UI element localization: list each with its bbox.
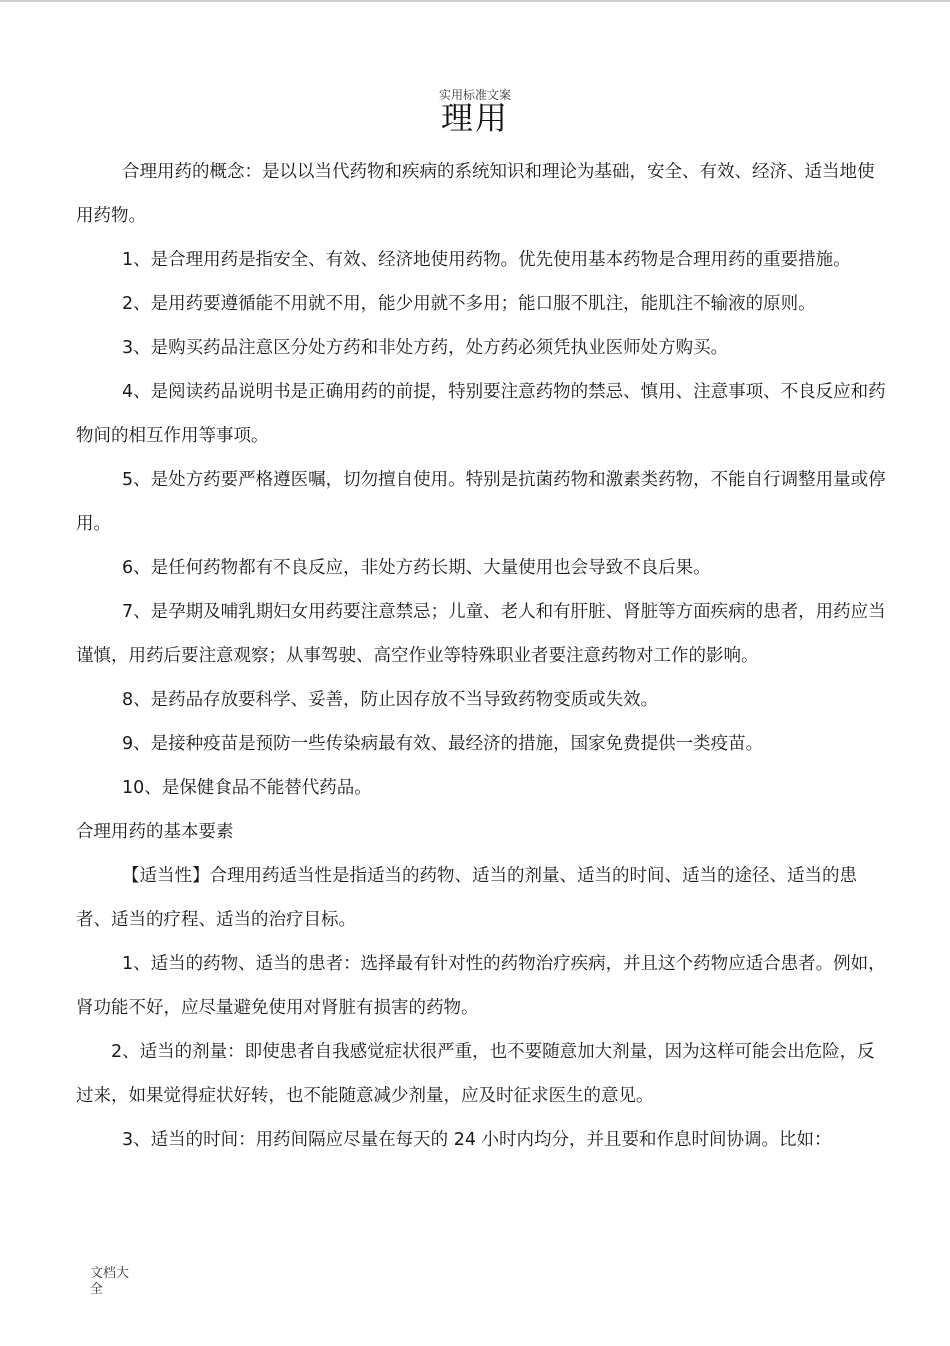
paragraph-point-5: 5、是处方药要严格遵医嘱，切勿擅自使用。特别是抗菌药物和激素类药物，不能自行调整用量或停用。 [76,470,886,534]
paragraph-point-3: 3、是购买药品注意区分处方药和非处方药，处方药必须凭执业医师处方购买。 [122,338,729,358]
paragraph-point-4: 4、是阅读药品说明书是正确用药的前提，特别要注意药物的禁忌、慎用、注意事项、不良反应和药物间的相互作用等事项。 [76,382,886,446]
paragraph-point-10: 10、是保健食品不能替代药品。 [122,778,372,798]
footer-note: 文档大全 [90,1266,130,1297]
section-heading-basic-elements: 合理用药的基本要素 [76,822,234,842]
document-body [76,150,888,1162]
paragraph-point-2: 2、是用药要遵循能不用就不用，能少用就不多用；能口服不肌注，能肌注不输液的原则。 [122,294,816,314]
paragraph-appropriate-drug: 1、适当的药物、适当的患者：选择最有针对性的药物治疗疾病，并且这个药物应适合患者。例如，肾功能不好，应尽量避免使用对肾脏有损害的药物。 [76,954,886,1018]
paragraph-point-6: 6、是任何药物都有不良反应，非处方药长期、大量使用也会导致不良后果。 [122,558,711,578]
paragraph-appropriate-time: 3、适当的时间：用药间隔应尽量在每天的 24 小时内均分，并且要和作息时间协调。比如： [122,1130,832,1150]
paragraph-concept: 合理用药的概念：是以以当代药物和疾病的系统知识和理论为基础，安全、有效、经济、适当地使用药物。 [76,162,875,226]
paragraph-appropriateness: 【适当性】合理用药适当性是指适当的药物、适当的剂量、适当的时间、适当的途径、适当的患者、适当的疗程、适当的治疗目标。 [76,866,857,930]
paragraph-point-7: 7、是孕期及哺乳期妇女用药要注意禁忌；儿童、老人和有肝脏、肾脏等方面疾病的患者，用药应当谨慎，用药后要注意观察；从事驾驶、高空作业等特殊职业者要注意药物对工作的影响。 [76,602,886,666]
header-note: 实用标准文案 [438,88,511,102]
paragraph-point-1: 1、是合理用药是指安全、有效、经济地使用药物。优先使用基本药物是合理用药的重要措施。 [122,250,851,270]
paragraph-appropriate-dose: 2、适当的剂量：即使患者自我感觉症状很严重，也不要随意加大剂量，因为这样可能会出危险，反过来，如果觉得症状好转，也不能随意减少剂量，应及时征求医生的意见。 [76,1042,875,1106]
page-top-border [0,0,950,2]
paragraph-point-8: 8、是药品存放要科学、妥善，防止因存放不当导致药物变质或失效。 [122,690,659,710]
document-title: 理用 [440,99,509,137]
paragraph-point-9: 9、是接种疫苗是预防一些传染病最有效、最经济的措施，国家免费提供一类疫苗。 [122,734,764,754]
